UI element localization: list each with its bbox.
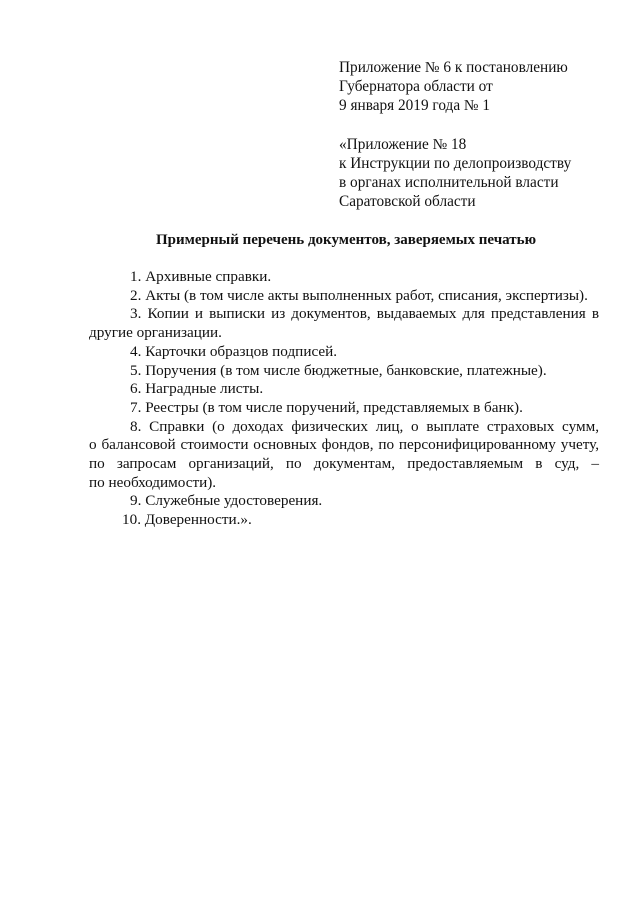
list-item [122,511,599,530]
list-item [130,492,599,511]
item-text: Доверенности.». [144,511,252,529]
list-item [130,343,599,362]
header-line-3: 9 января 2019 года № 1 [339,97,490,114]
item-number: 3. [130,305,142,323]
item-text: Справки (о доходах физических лиц, о выплате страховых сумм, [149,417,599,435]
list-item-continuation: другие организации. [89,324,222,342]
item-number: 10. [122,511,141,529]
header-line-1: Приложение № 6 к постановлению [339,59,568,76]
list-item [130,305,599,324]
item-text: Поручения (в том числе бюджетные, банковские, платежные). [145,361,547,379]
item-number: 2. [130,286,142,304]
list-item-continuation: по необходимости). [89,473,217,491]
item-text: Архивные справки. [145,268,272,285]
list-item [130,268,599,287]
item-number: 7. [130,398,142,416]
item-text: Наградные листы. [145,380,264,398]
item-text: Карточки образцов подписей. [145,342,338,360]
item-number: 6. [130,380,142,398]
item-text: Служебные удостоверения. [145,492,323,510]
list-item [130,418,599,437]
list-item [130,362,599,381]
list-item [130,287,599,306]
item-number: 8. [130,417,142,435]
item-number: 1. [130,268,142,285]
list-item [130,380,599,399]
annex-line-1: «Приложение № 18 [339,136,467,153]
list-item-continuation: о балансовой стоимости основных фондов, по персонифицированному учету, [89,436,599,454]
list-item-continuation: по запросам организаций, по документам, предоставляемым в суд, – [89,455,599,473]
item-number: 4. [130,342,142,360]
list-item [130,399,599,418]
annex-line-4: Саратовской области [339,193,476,210]
item-text: Копии и выписки из документов, выдаваемых для представления в [147,305,599,323]
annex-line-3: в органах исполнительной власти [339,174,559,191]
header-line-2: Губернатора области от [339,78,493,95]
item-text: Акты (в том числе акты выполненных работ, списания, экспертизы). [145,286,588,304]
documents-list [89,268,599,530]
annex-line-2: к Инструкции по делопроизводству [339,155,572,172]
item-number: 9. [130,492,142,510]
annex-header [339,58,609,211]
item-text: Реестры (в том числе поручений, представляемых в банк). [145,398,523,416]
document-title: Примерный перечень документов, заверяемых печатью [155,232,537,248]
item-number: 5. [130,361,142,379]
header-spacer [339,115,609,135]
